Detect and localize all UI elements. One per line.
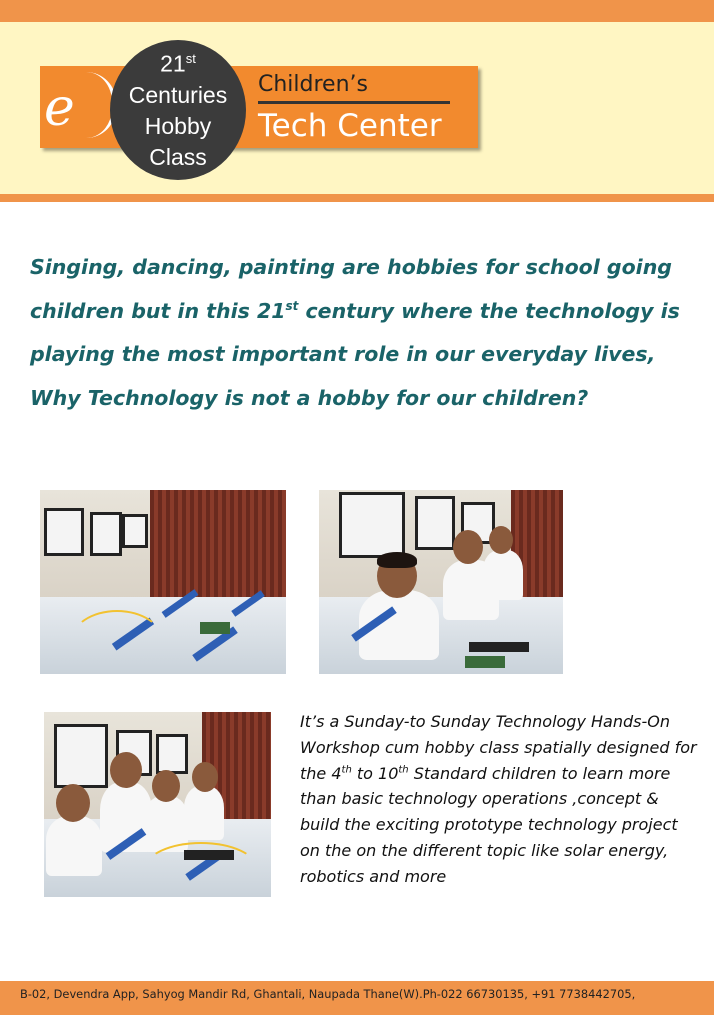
photo-frame — [54, 724, 108, 788]
logo-rule — [258, 101, 450, 104]
logo-tagline-bottom: Tech Center — [258, 108, 442, 144]
workshop-photo-1 — [40, 490, 286, 674]
photo-student — [184, 786, 224, 840]
photo-frame — [339, 492, 405, 558]
photo-student-head — [152, 770, 180, 802]
photo-frame — [415, 496, 455, 550]
circle-line-4: Class — [149, 143, 207, 170]
header-divider — [0, 194, 714, 202]
photo-student — [483, 550, 523, 600]
logo-circle — [110, 40, 246, 180]
workshop-photo-3 — [44, 712, 271, 897]
photo-curtain — [150, 490, 286, 604]
logo-letter: e — [44, 78, 75, 138]
top-accent-bar — [0, 0, 714, 22]
circle-line-1: 21st — [160, 50, 196, 77]
photo-student-head — [192, 762, 218, 792]
footer-address: B-02, Devendra App, Sahyog Mandir Rd, Ghantali, Naupada Thane(W).Ph-022 66730135, +91 7738442705, — [20, 987, 636, 1001]
photo-frame — [156, 734, 188, 774]
photo-student-head — [110, 752, 142, 788]
photo-student — [46, 816, 102, 876]
logo-tagline-top: Children’s — [258, 72, 368, 97]
photo-frame — [122, 514, 148, 548]
workshop-photo-2 — [319, 490, 563, 674]
photo-wire — [70, 610, 164, 674]
intro-heading: Singing, dancing, painting are hobbies for school going children but in this 21st century where the technology is playing the most important role in our everyday lives, Why Technology is not a hobby for our children? — [30, 255, 680, 410]
photo-power-strip — [469, 642, 529, 652]
photo-student-head — [489, 526, 513, 554]
workshop-description: It’s a Sunday-to Sunday Technology Hands-On Workshop cum hobby class spatially designed for the 4th to 10th Standard children to learn more than basic technology operations ,concept & build the exciting prototype technology project on the on the different topic like solar energy, robotics and more — [300, 712, 697, 886]
photo-student-head — [453, 530, 483, 564]
photo-wire — [144, 842, 258, 896]
circle-line-2: Centuries — [128, 81, 228, 108]
photo-board — [465, 656, 505, 668]
photo-student-hair — [377, 552, 417, 568]
photo-frame — [44, 508, 84, 556]
photo-frame — [90, 512, 122, 556]
photo-student-head — [56, 784, 90, 822]
photo-board — [200, 622, 230, 634]
circle-line-3: Hobby — [144, 112, 212, 139]
